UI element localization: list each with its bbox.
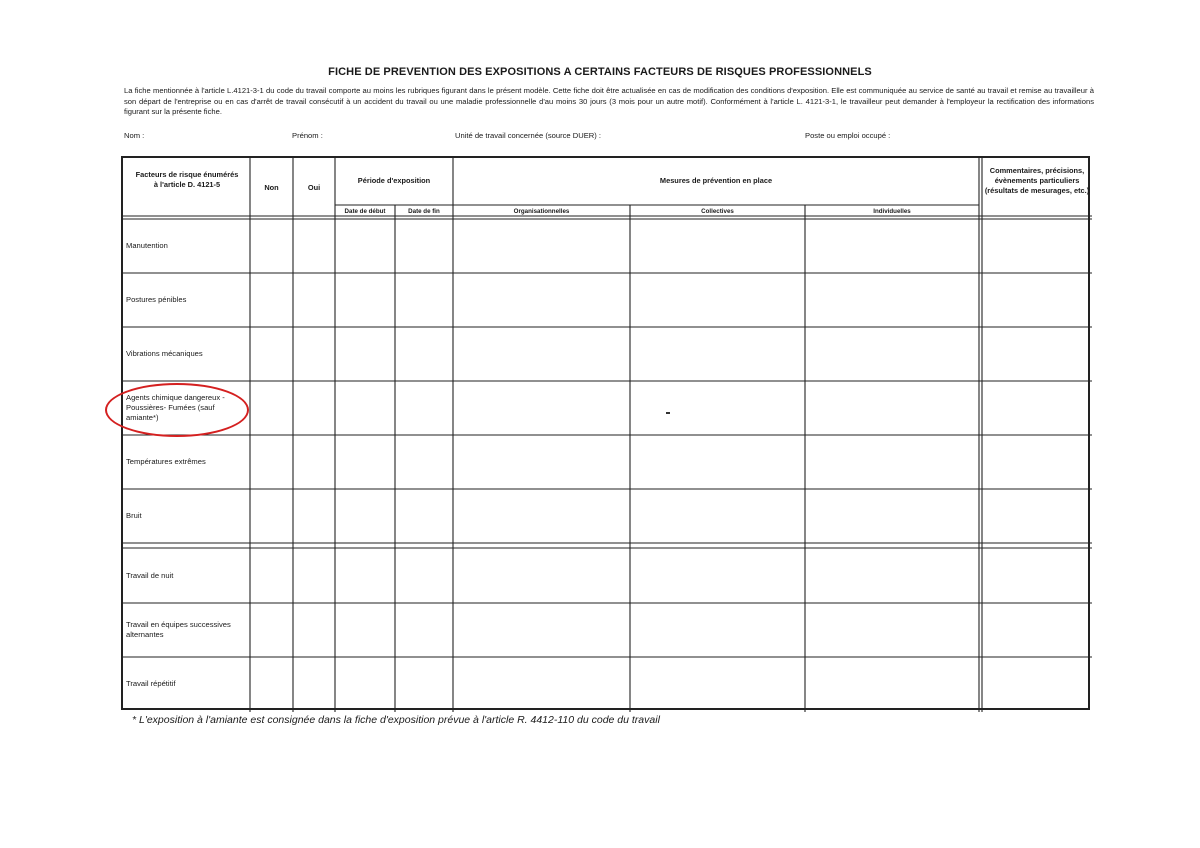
row-agents-chimiques: Agents chimique dangereux - Poussières- Fumées (sauf amiante*) <box>126 393 225 422</box>
subheader-organisationnelles: Organisationnelles <box>513 208 570 215</box>
subheader-date-fin: Date de fin <box>408 208 440 215</box>
row-equipes-alternantes: Travail en équipes successives alternantes <box>126 620 231 639</box>
row-postures: Postures pénibles <box>126 295 187 304</box>
highlight-circle <box>105 383 249 437</box>
subheader-individuelles: Individuelles <box>873 208 911 215</box>
prenom-field: Prénom : <box>292 131 323 140</box>
row-manutention: Manutention <box>126 241 168 250</box>
nom-field: Nom : <box>124 131 145 140</box>
row-travail-repetitif: Travail répétitif <box>126 679 176 688</box>
row-vibrations: Vibrations mécaniques <box>126 349 203 358</box>
exposure-table <box>121 156 1090 710</box>
header-commentaires: Commentaires, précisions, évènements particuliers (résultats de mesurages, etc.) <box>984 166 1090 195</box>
poste-field: Poste ou emploi occupé : <box>805 131 891 140</box>
table-grid-lines <box>123 158 1092 712</box>
subheader-date-debut: Date de début <box>344 208 386 215</box>
header-oui: Oui <box>307 183 321 192</box>
row-temperatures: Températures extrêmes <box>126 457 206 466</box>
row-bruit: Bruit <box>126 511 142 520</box>
header-non: Non <box>264 183 279 192</box>
subheader-collectives: Collectives <box>701 208 734 215</box>
footnote: * L'exposition à l'amiante est consignée dans la fiche d'exposition prévue à l'article R. 4412-110 du code du travail <box>132 714 660 726</box>
intro-paragraph: La fiche mentionnée à l'article L.4121-3-1 du code du travail comporte au moins les rubriques figurant dans le présent modèle. Cette fiche doit être actualisée en cas de modification des conditions d'exposition. Elle est communiquée au service de santé au travail et remise au travailleur à son départ de l'entreprise ou en cas d'arrêt de travail consécutif à un accident du travail ou une maladie professionnelle d'au moins 30 jours (3 mois pour un autre motif). Conformément à l'article L. 4121-3-1, le travailleur peut demander à l'employeur la rectification des informations figurant sur la présente fiche. <box>124 86 1094 117</box>
unite-field: Unité de travail concernée (source DUER) : <box>455 131 602 140</box>
header-periode: Période d'exposition <box>357 176 431 185</box>
header-facteurs: Facteurs de risque énumérés à l'article D. 4121-5 <box>135 170 239 189</box>
scan-speck <box>666 412 670 414</box>
row-travail-nuit: Travail de nuit <box>126 571 174 580</box>
header-mesures: Mesures de prévention en place <box>659 176 773 185</box>
form-title: FICHE DE PREVENTION DES EXPOSITIONS A CERTAINS FACTEURS DE RISQUES PROFESSIONNELS <box>328 66 872 78</box>
